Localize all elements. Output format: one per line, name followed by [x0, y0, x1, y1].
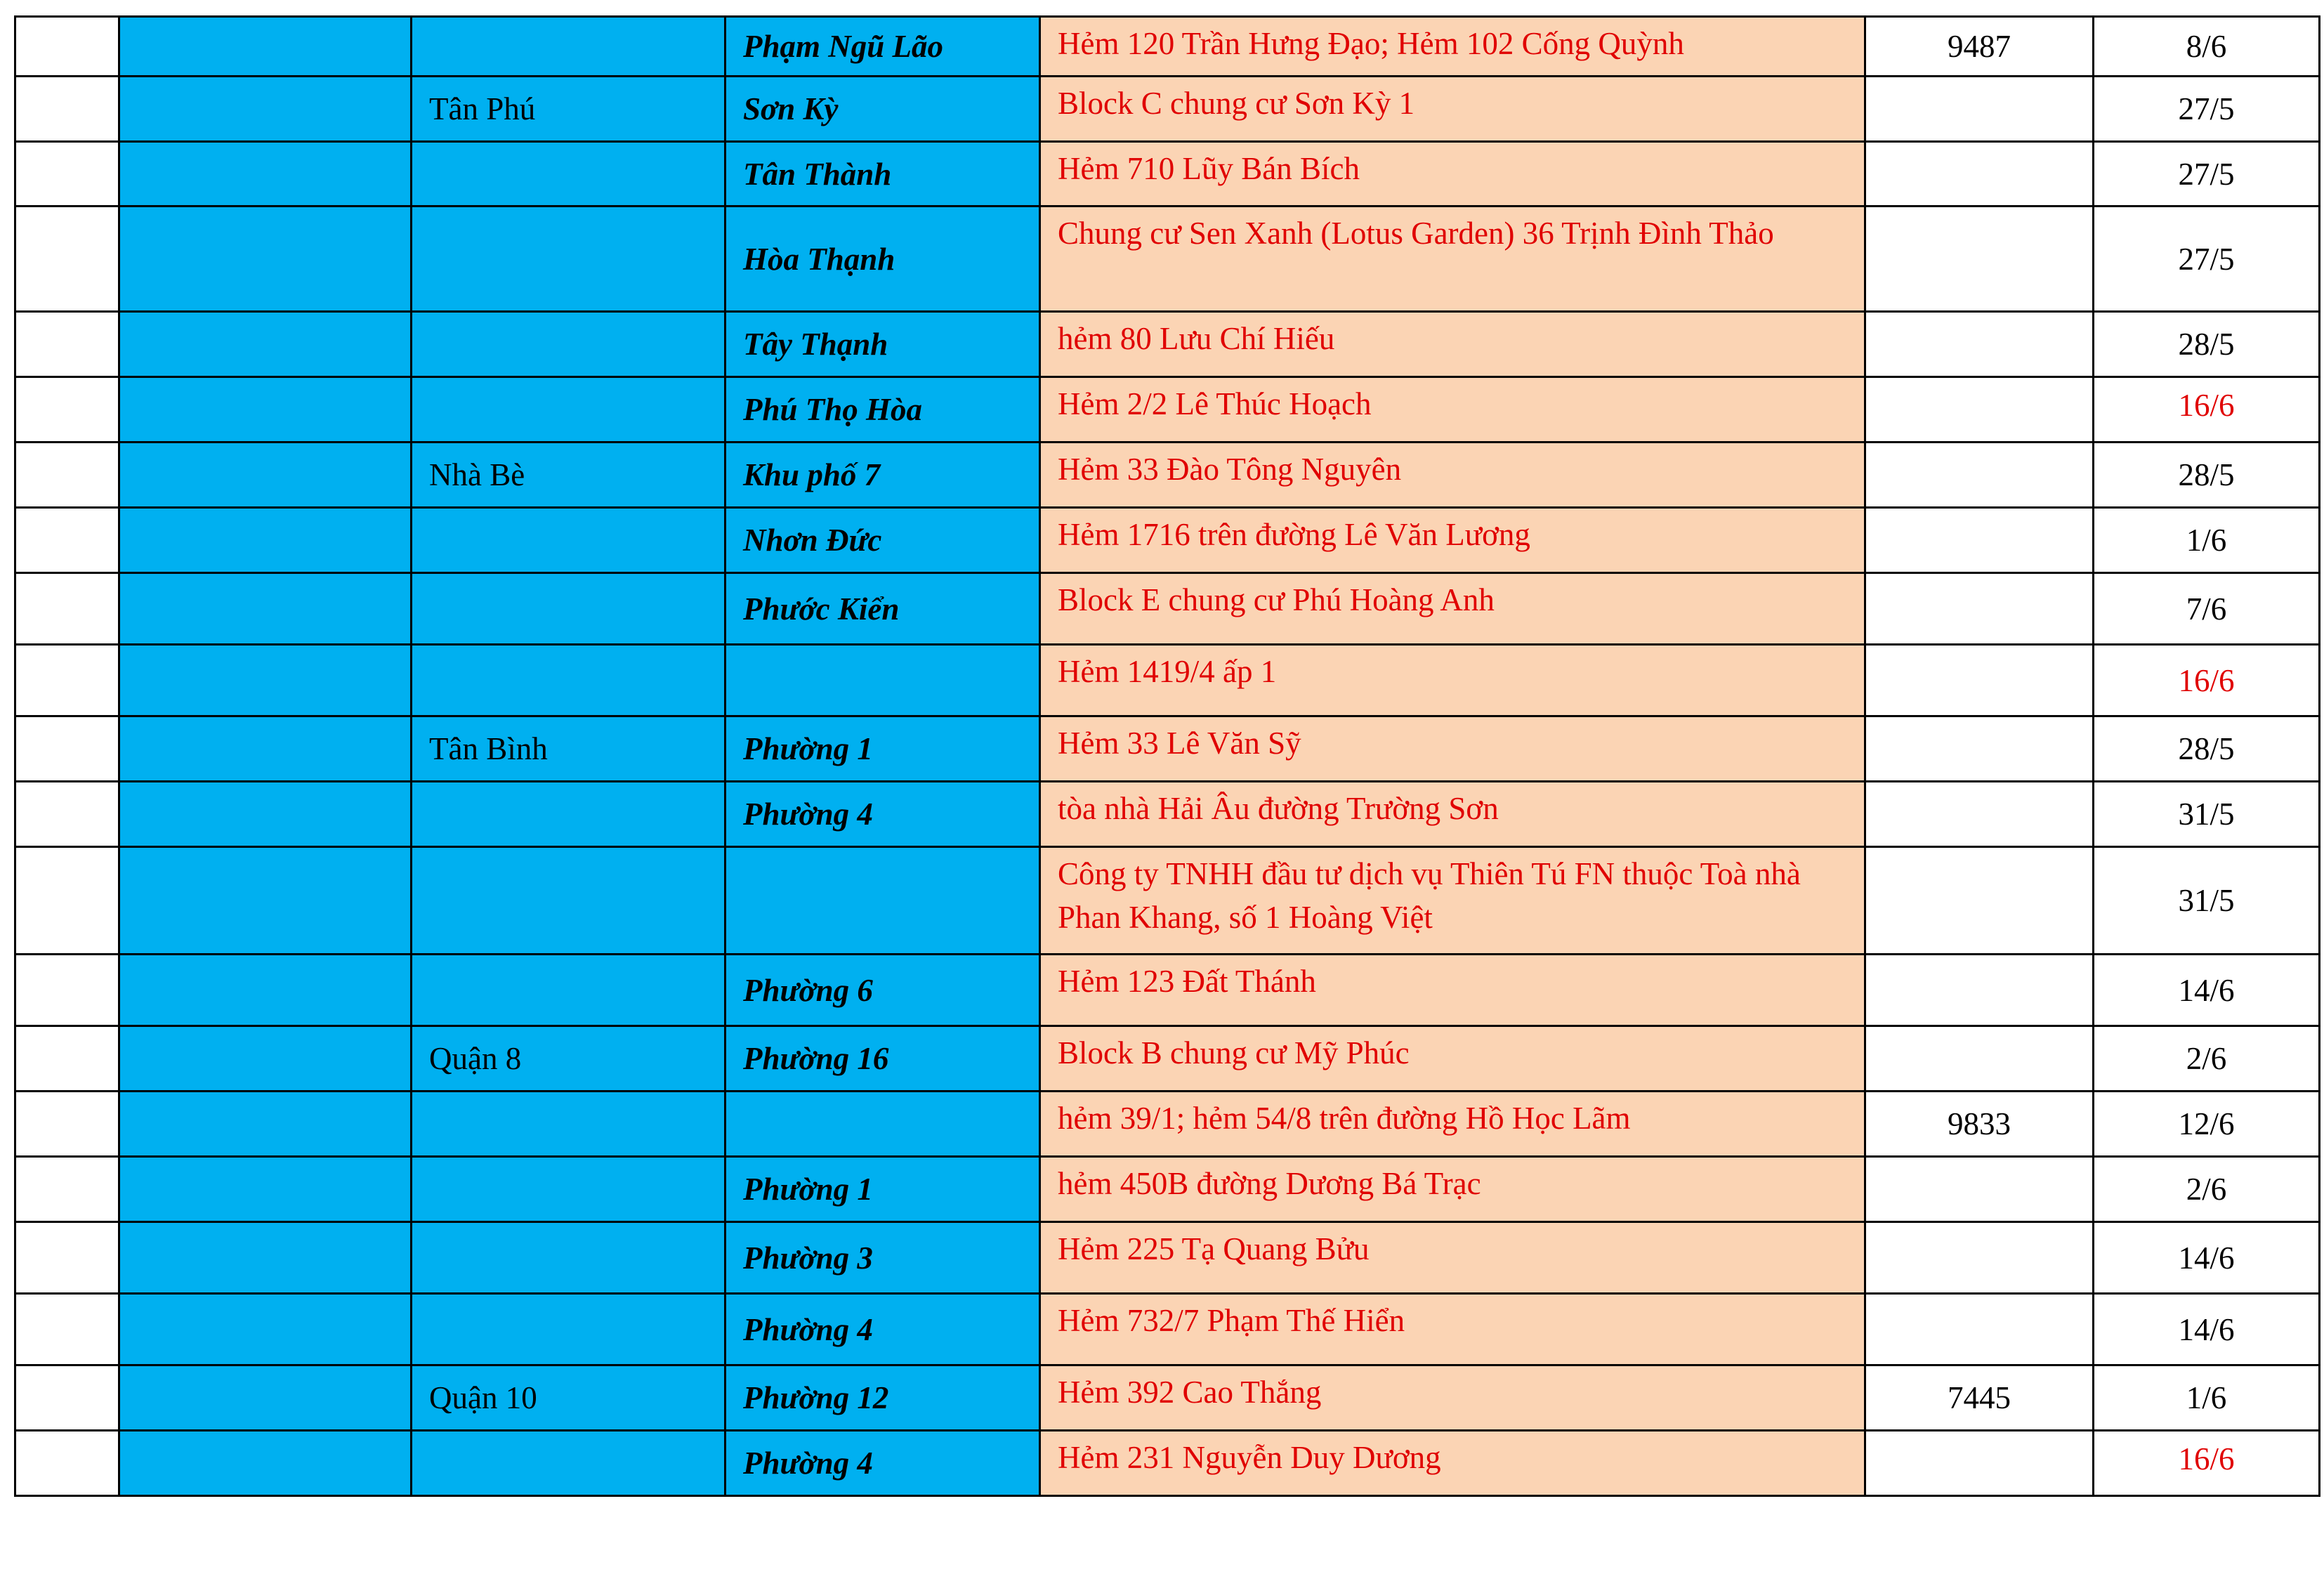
index-cell[interactable] — [15, 207, 119, 312]
table-row — [15, 782, 2320, 847]
district-cell[interactable]: Tân Bình — [412, 716, 726, 782]
table-row — [15, 645, 2320, 716]
location-cell[interactable]: Hẻm 123 Đất Thánh — [1040, 955, 1865, 1026]
table-row — [15, 207, 2320, 312]
blank-cell[interactable] — [119, 312, 412, 377]
district-cell[interactable] — [412, 377, 726, 443]
ward-cell[interactable]: Phú Thọ Hòa — [726, 377, 1040, 443]
ward-cell[interactable]: Nhơn Đức — [726, 508, 1040, 573]
spreadsheet-sheet — [14, 15, 2320, 1497]
table-row — [15, 955, 2320, 1026]
blank-cell[interactable] — [119, 1157, 412, 1222]
blank-cell[interactable] — [119, 955, 412, 1026]
ward-cell[interactable]: Phường 1 — [726, 1157, 1040, 1222]
ward-cell[interactable] — [726, 1092, 1040, 1157]
blank-cell[interactable] — [119, 1294, 412, 1365]
ward-cell[interactable]: Khu phố 7 — [726, 443, 1040, 508]
date-cell[interactable]: 28/5 — [2094, 716, 2320, 782]
code-cell[interactable] — [1865, 207, 2094, 312]
date-cell[interactable]: 31/5 — [2094, 782, 2320, 847]
ward-cell[interactable]: Phường 4 — [726, 1431, 1040, 1496]
code-cell[interactable] — [1865, 1157, 2094, 1222]
blank-cell[interactable] — [119, 17, 412, 77]
district-cell[interactable] — [412, 17, 726, 77]
district-cell[interactable]: Nhà Bè — [412, 443, 726, 508]
table-row — [15, 1222, 2320, 1294]
date-cell[interactable]: 14/6 — [2094, 1294, 2320, 1365]
ward-cell[interactable]: Phường 12 — [726, 1365, 1040, 1431]
table-row — [15, 142, 2320, 207]
blank-cell[interactable] — [119, 782, 412, 847]
ward-cell[interactable]: Phạm Ngũ Lão — [726, 17, 1040, 77]
date-cell[interactable]: 1/6 — [2094, 1365, 2320, 1431]
date-cell[interactable]: 16/6 — [2094, 377, 2320, 443]
table-row — [15, 1026, 2320, 1092]
location-cell[interactable]: Block E chung cư Phú Hoàng Anh — [1040, 573, 1865, 645]
code-cell[interactable] — [1865, 573, 2094, 645]
index-cell[interactable] — [15, 782, 119, 847]
table-row — [15, 443, 2320, 508]
location-cell[interactable]: Hẻm 710 Lũy Bán Bích — [1040, 142, 1865, 207]
date-cell[interactable]: 28/5 — [2094, 443, 2320, 508]
blank-cell[interactable] — [119, 77, 412, 142]
code-cell[interactable] — [1865, 77, 2094, 142]
code-cell[interactable] — [1865, 312, 2094, 377]
location-cell[interactable]: tòa nhà Hải Âu đường Trường Sơn — [1040, 782, 1865, 847]
date-cell[interactable]: 2/6 — [2094, 1157, 2320, 1222]
district-cell[interactable] — [412, 645, 726, 716]
blank-cell[interactable] — [119, 573, 412, 645]
index-cell[interactable] — [15, 77, 119, 142]
table-row — [15, 1157, 2320, 1222]
location-cell[interactable]: hẻm 39/1; hẻm 54/8 trên đường Hồ Học Lãm — [1040, 1092, 1865, 1157]
location-cell[interactable]: Hẻm 2/2 Lê Thúc Hoạch — [1040, 377, 1865, 443]
code-cell[interactable] — [1865, 1222, 2094, 1294]
table-row — [15, 377, 2320, 443]
date-cell[interactable]: 31/5 — [2094, 847, 2320, 955]
location-cell[interactable]: Hẻm 33 Lê Văn Sỹ — [1040, 716, 1865, 782]
date-cell[interactable]: 14/6 — [2094, 955, 2320, 1026]
blank-cell[interactable] — [119, 207, 412, 312]
code-cell[interactable] — [1865, 142, 2094, 207]
district-cell[interactable] — [412, 142, 726, 207]
code-cell[interactable] — [1865, 847, 2094, 955]
table-row — [15, 573, 2320, 645]
date-cell[interactable]: 7/6 — [2094, 573, 2320, 645]
table-row — [15, 847, 2320, 955]
location-cell[interactable]: Block B chung cư Mỹ Phúc — [1040, 1026, 1865, 1092]
code-cell[interactable] — [1865, 1431, 2094, 1496]
location-cell[interactable]: Công ty TNHH đầu tư dịch vụ Thiên Tú FN thuộc Toà nhà Phan Khang, số 1 Hoàng Việt — [1040, 847, 1865, 955]
index-cell[interactable] — [15, 1157, 119, 1222]
index-cell[interactable] — [15, 716, 119, 782]
code-cell[interactable] — [1865, 955, 2094, 1026]
district-cell[interactable] — [412, 782, 726, 847]
district-cell[interactable] — [412, 1157, 726, 1222]
district-cell[interactable] — [412, 1092, 726, 1157]
location-cell[interactable]: Hẻm 1419/4 ấp 1 — [1040, 645, 1865, 716]
ward-cell[interactable]: Phường 6 — [726, 955, 1040, 1026]
blank-cell[interactable] — [119, 377, 412, 443]
ward-cell[interactable] — [726, 645, 1040, 716]
ward-cell[interactable]: Phước Kiển — [726, 573, 1040, 645]
location-cell[interactable]: hẻm 80 Lưu Chí Hiếu — [1040, 312, 1865, 377]
table-row — [15, 77, 2320, 142]
district-cell[interactable] — [412, 1222, 726, 1294]
district-cell[interactable] — [412, 1294, 726, 1365]
district-cell[interactable] — [412, 573, 726, 645]
code-cell[interactable] — [1865, 716, 2094, 782]
index-cell[interactable] — [15, 955, 119, 1026]
blank-cell[interactable] — [119, 1365, 412, 1431]
code-cell[interactable] — [1865, 1294, 2094, 1365]
index-cell[interactable] — [15, 443, 119, 508]
date-cell[interactable]: 1/6 — [2094, 508, 2320, 573]
ward-cell[interactable]: Phường 1 — [726, 716, 1040, 782]
district-cell[interactable] — [412, 508, 726, 573]
blank-cell[interactable] — [119, 645, 412, 716]
date-cell[interactable]: 16/6 — [2094, 1431, 2320, 1496]
table-row — [15, 1294, 2320, 1365]
ward-cell[interactable]: Tây Thạnh — [726, 312, 1040, 377]
date-cell[interactable]: 2/6 — [2094, 1026, 2320, 1092]
code-cell[interactable] — [1865, 443, 2094, 508]
table-row — [15, 1431, 2320, 1496]
index-cell[interactable] — [15, 573, 119, 645]
index-cell[interactable] — [15, 1431, 119, 1496]
index-cell[interactable] — [15, 1092, 119, 1157]
ward-cell[interactable]: Sơn Kỳ — [726, 77, 1040, 142]
index-cell[interactable] — [15, 1365, 119, 1431]
ward-cell[interactable]: Phường 4 — [726, 782, 1040, 847]
date-cell[interactable]: 14/6 — [2094, 1222, 2320, 1294]
blank-cell[interactable] — [119, 1431, 412, 1496]
date-cell[interactable]: 27/5 — [2094, 142, 2320, 207]
blank-cell[interactable] — [119, 142, 412, 207]
blank-cell[interactable] — [119, 1222, 412, 1294]
location-cell[interactable]: Chung cư Sen Xanh (Lotus Garden) 36 Trịnh Đình Thảo — [1040, 207, 1865, 312]
code-cell[interactable]: 9487 — [1865, 17, 2094, 77]
district-cell[interactable]: Quận 10 — [412, 1365, 726, 1431]
table-row — [15, 1365, 2320, 1431]
date-cell[interactable]: 16/6 — [2094, 645, 2320, 716]
district-cell[interactable] — [412, 207, 726, 312]
location-cell[interactable]: hẻm 450B đường Dương Bá Trạc — [1040, 1157, 1865, 1222]
table-row — [15, 508, 2320, 573]
code-cell[interactable] — [1865, 645, 2094, 716]
code-cell[interactable] — [1865, 508, 2094, 573]
location-cell[interactable]: Block C chung cư Sơn Kỳ 1 — [1040, 77, 1865, 142]
blank-cell[interactable] — [119, 508, 412, 573]
blank-cell[interactable] — [119, 847, 412, 955]
index-cell[interactable] — [15, 847, 119, 955]
table-row — [15, 17, 2320, 77]
table-row — [15, 1092, 2320, 1157]
ward-cell[interactable]: Tân Thành — [726, 142, 1040, 207]
outbreak-locations-table — [14, 15, 2320, 1497]
district-cell[interactable]: Quận 8 — [412, 1026, 726, 1092]
location-cell[interactable]: Hẻm 392 Cao Thắng — [1040, 1365, 1865, 1431]
date-cell[interactable]: 12/6 — [2094, 1092, 2320, 1157]
code-cell[interactable] — [1865, 1026, 2094, 1092]
blank-cell[interactable] — [119, 1092, 412, 1157]
index-cell[interactable] — [15, 1294, 119, 1365]
index-cell[interactable] — [15, 1222, 119, 1294]
index-cell[interactable] — [15, 17, 119, 77]
index-cell[interactable] — [15, 377, 119, 443]
date-cell[interactable]: 27/5 — [2094, 77, 2320, 142]
index-cell[interactable] — [15, 508, 119, 573]
date-cell[interactable]: 27/5 — [2094, 207, 2320, 312]
location-cell[interactable]: Hẻm 1716 trên đường Lê Văn Lương — [1040, 508, 1865, 573]
location-cell[interactable]: Hẻm 732/7 Phạm Thế Hiển — [1040, 1294, 1865, 1365]
district-cell[interactable] — [412, 1431, 726, 1496]
blank-cell[interactable] — [119, 716, 412, 782]
index-cell[interactable] — [15, 645, 119, 716]
location-cell[interactable]: Hẻm 120 Trần Hưng Đạo; Hẻm 102 Cống Quỳnh — [1040, 17, 1865, 77]
index-cell[interactable] — [15, 142, 119, 207]
date-cell[interactable]: 8/6 — [2094, 17, 2320, 77]
location-cell[interactable]: Hẻm 225 Tạ Quang Bửu — [1040, 1222, 1865, 1294]
blank-cell[interactable] — [119, 1026, 412, 1092]
code-cell[interactable] — [1865, 782, 2094, 847]
index-cell[interactable] — [15, 1026, 119, 1092]
table-row — [15, 716, 2320, 782]
ward-cell[interactable]: Hòa Thạnh — [726, 207, 1040, 312]
district-cell[interactable]: Tân Phú — [412, 77, 726, 142]
ward-cell[interactable]: Phường 3 — [726, 1222, 1040, 1294]
index-cell[interactable] — [15, 312, 119, 377]
date-cell[interactable]: 28/5 — [2094, 312, 2320, 377]
location-cell[interactable]: Hẻm 231 Nguyễn Duy Dương — [1040, 1431, 1865, 1496]
district-cell[interactable] — [412, 955, 726, 1026]
ward-cell[interactable] — [726, 847, 1040, 955]
code-cell[interactable]: 9833 — [1865, 1092, 2094, 1157]
code-cell[interactable]: 7445 — [1865, 1365, 2094, 1431]
blank-cell[interactable] — [119, 443, 412, 508]
table-row — [15, 312, 2320, 377]
code-cell[interactable] — [1865, 377, 2094, 443]
location-cell[interactable]: Hẻm 33 Đào Tông Nguyên — [1040, 443, 1865, 508]
ward-cell[interactable]: Phường 4 — [726, 1294, 1040, 1365]
district-cell[interactable] — [412, 312, 726, 377]
ward-cell[interactable]: Phường 16 — [726, 1026, 1040, 1092]
district-cell[interactable] — [412, 847, 726, 955]
